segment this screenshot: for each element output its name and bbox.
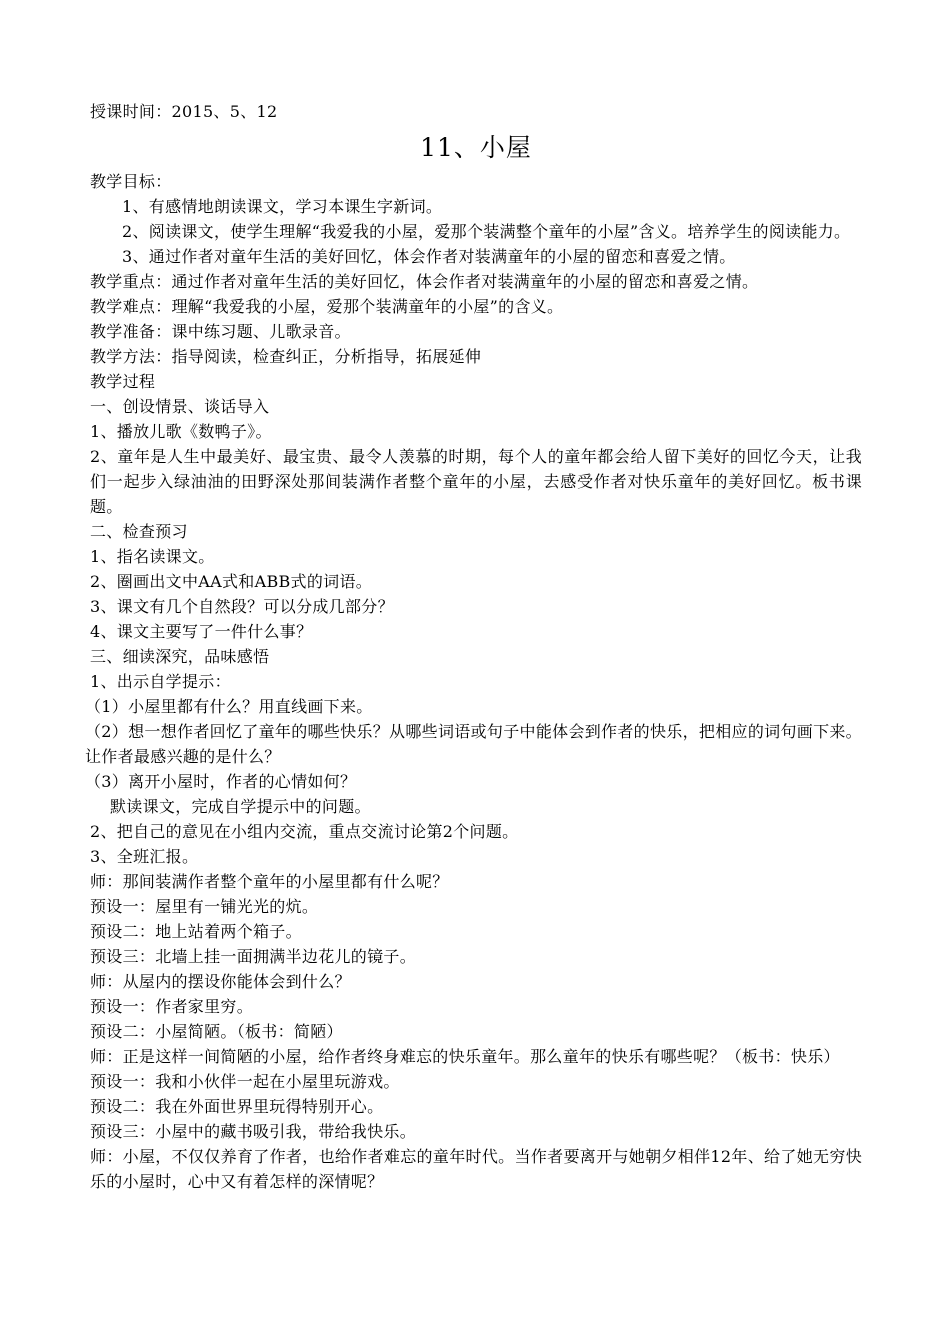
section-heading-objectives: 教学目标： bbox=[90, 172, 172, 191]
process-step: 3、课文有几个自然段？可以分成几部分？ bbox=[90, 597, 394, 616]
part-heading-3: 三、细读深究，品味感悟 bbox=[90, 647, 270, 666]
preset-answer: 预设一：我和小伙伴一起在小屋里玩游戏。 bbox=[90, 1072, 400, 1091]
teacher-question: 师：正是这样一间简陋的小屋，给作者终身难忘的快乐童年。那么童年的快乐有哪些呢？（板书：快乐） bbox=[90, 1047, 840, 1066]
part-heading-1: 一、创设情景、谈话导入 bbox=[90, 397, 270, 416]
objective-item-3: 3、通过作者对童年生活的美好回忆，体会作者对装满童年的小屋的留恋和喜爱之情。 bbox=[122, 247, 736, 266]
preset-answer: 预设三：北墙上挂一面拥满半边花儿的镜子。 bbox=[90, 947, 417, 966]
preset-answer: 预设二：小屋简陋。（板书：简陋） bbox=[90, 1022, 343, 1041]
preparation: 教学准备：课中练习题、儿歌录音。 bbox=[90, 322, 351, 341]
lesson-date: 授课时间：2015、5、12 bbox=[90, 102, 278, 121]
self-study-prompt-2: （2）想一想作者回忆了童年的哪些快乐？从哪些词语或句子中能体会到作者的快乐，把相应的词句画下来。让作者最感兴趣的是什么？ bbox=[85, 722, 862, 766]
process-step: 4、课文主要写了一件什么事？ bbox=[90, 622, 313, 641]
silent-reading-note: 默读课文，完成自学提示中的问题。 bbox=[110, 797, 371, 816]
difficult-point: 教学难点：理解“我爱我的小屋，爱那个装满童年的小屋”的含义。 bbox=[90, 297, 564, 316]
process-step: 2、童年是人生中最美好、最宝贵、最令人羡慕的时期，每个人的童年都会给人留下美好的回忆今天，让我们一起步入绿油油的田野深处那间装满作者整个童年的小屋，去感受作者对快乐童年的美好回忆。板书课题。 bbox=[90, 447, 862, 516]
process-step: 1、播放儿歌《数鸭子》。 bbox=[90, 422, 272, 441]
section-heading-process: 教学过程 bbox=[90, 372, 156, 391]
teacher-question: 师：小屋，不仅仅养育了作者，也给作者难忘的童年时代。当作者要离开与她朝夕相伴12年、给了她无穷快乐的小屋时，心中又有着怎样的深情呢？ bbox=[90, 1147, 862, 1191]
self-study-prompt-1: （1）小屋里都有什么？用直线画下来。 bbox=[85, 697, 373, 716]
preset-answer: 预设二：地上站着两个箱子。 bbox=[90, 922, 302, 941]
teacher-question: 师：那间装满作者整个童年的小屋里都有什么呢？ bbox=[90, 872, 449, 891]
part-heading-2: 二、检查预习 bbox=[90, 522, 188, 541]
preset-answer: 预设一：屋里有一铺光光的炕。 bbox=[90, 897, 319, 916]
teaching-method: 教学方法：指导阅读，检查纠正，分析指导，拓展延伸 bbox=[90, 347, 482, 366]
process-step: 1、出示自学提示： bbox=[90, 672, 231, 691]
process-step: 1、指名读课文。 bbox=[90, 547, 215, 566]
key-point: 教学重点：通过作者对童年生活的美好回忆，体会作者对装满童年的小屋的留恋和喜爱之情。 bbox=[90, 272, 759, 291]
lesson-plan-body bbox=[85, 99, 862, 1194]
preset-answer: 预设三：小屋中的藏书吸引我，带给我快乐。 bbox=[90, 1122, 417, 1141]
objective-item-1: 1、有感情地朗读课文，学习本课生字新词。 bbox=[122, 197, 443, 216]
objective-item-2: 2、阅读课文，使学生理解“我爱我的小屋，爱那个装满整个童年的小屋”含义。培养学生的阅读能力。 bbox=[122, 222, 851, 241]
preset-answer: 预设一：作者家里穷。 bbox=[90, 997, 254, 1016]
process-step: 3、全班汇报。 bbox=[90, 847, 199, 866]
process-step: 2、圈画出文中AA式和ABB式的词语。 bbox=[90, 572, 373, 591]
self-study-prompt-3: （3）离开小屋时，作者的心情如何？ bbox=[85, 772, 357, 791]
process-step: 2、把自己的意见在小组内交流，重点交流讨论第2个问题。 bbox=[90, 822, 519, 841]
lesson-title: 11、小屋 bbox=[420, 133, 532, 162]
teacher-question: 师：从屋内的摆设你能体会到什么？ bbox=[90, 972, 351, 991]
preset-answer: 预设二：我在外面世界里玩得特别开心。 bbox=[90, 1097, 384, 1116]
